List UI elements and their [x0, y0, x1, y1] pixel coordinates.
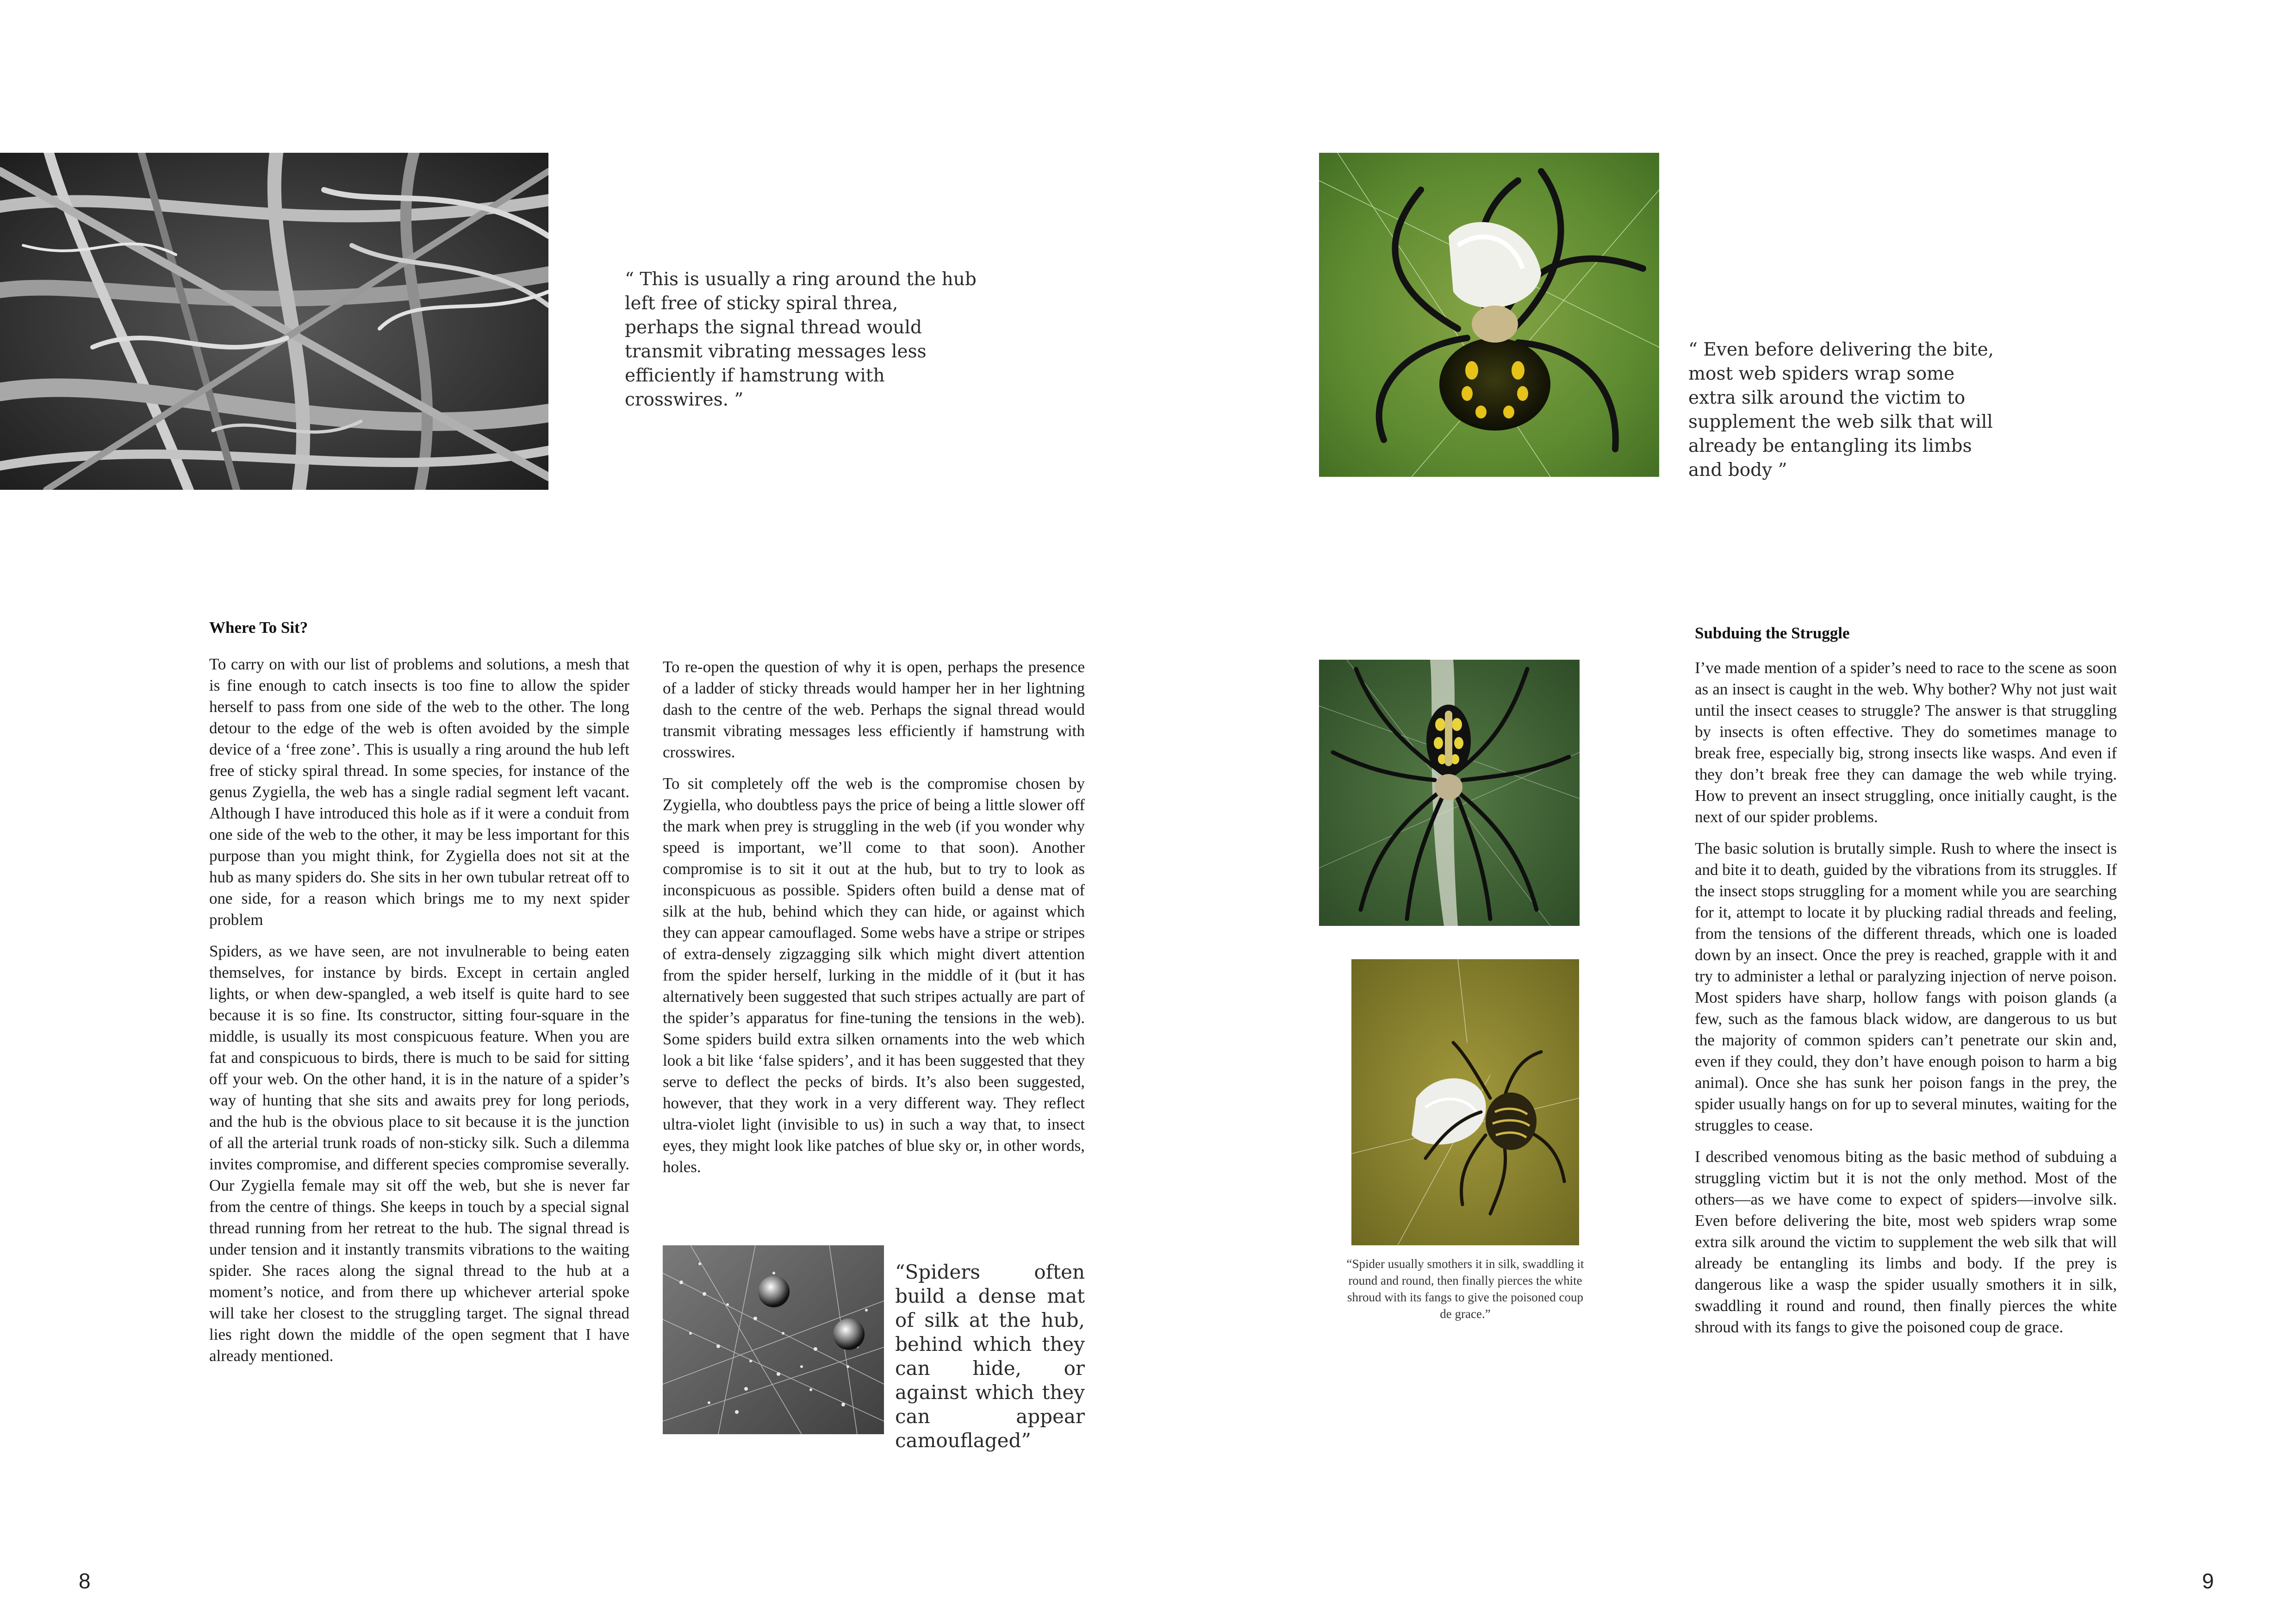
argiope-spider-image	[1319, 660, 1580, 926]
paragraph: To carry on with our list of problems and solutions, a mesh that is fine enough to catch insects is too fine to allow the spider herself to pass from one side of the web to the other. The long detour to the edge of the web is often avoided by the simple device of a ‘free zone’. This is usually a ring around the hub left free of sticky spiral thread. In some species, for instance of the genus Zygiella, the web has a single radial segment left vacant. Although I have introduced this hole as if it were a conduit from one side of the web to the other, it may be less important for this purpose than you might think, for Zygiella does not sit at the hub as many spiders do. She sits in her own tubular retreat off to one side, for a reason which brings me to my next spider problem	[209, 655, 629, 929]
left-column-2	[663, 656, 1085, 1188]
dew-web-image	[663, 1245, 884, 1434]
spider-wrapping-prey-image	[1319, 153, 1659, 477]
silk-micrograph-image	[0, 153, 548, 490]
pull-quote-top-right: “ Even before delivering the bite, most web spiders wrap some extra silk around the victim to supplement the web silk that will already be entangling its limbs and body ”	[1688, 339, 1994, 481]
image-caption: “Spider usually smothers it in silk, swaddling it round and round, then finally pierces the white shroud with its fangs to give the poisoned coup de grace.”	[1346, 1257, 1584, 1321]
pull-quote-top-left: “ This is usually a ring around the hub left free of sticky spiral threa, perhaps the signal thread would transmit vibrating messages less efficiently if hamstrung with crosswires. ”	[625, 269, 977, 410]
paragraph: To re-open the question of why it is open, perhaps the presence of a ladder of sticky threads would hamper her in her lightning dash to the centre of the web. Perhaps the signal thread would transmit vibrating messages less efficiently if hamstrung with crosswires.	[663, 658, 1085, 761]
paragraph: The basic solution is brutally simple. Rush to where the insect is and bite it to death, guided by the vibrations from its struggles. If the insect stops struggling for a moment while you are searching for it, attempt to locate it by plucking radial threads and feeling, from the tensions of the different threads, which one is loaded down by an insect. Once the prey is reached, grapple with it and try to administer a lethal or paralyzing injection of nerve poison. Most spiders have sharp, hollow fangs with poison glands (a few, such as the famous black widow, are dangerous to us but the majority of common spiders can’t penetrate our skin and, even if they could, they don’t have enough poison to harm a big animal). Once she has sunk her poison fangs in the prey, the spider usually hangs on for up to several minutes, waiting for the struggles to cease.	[1695, 839, 2117, 1134]
section-heading-subduing: Subduing the Struggle	[1695, 624, 1850, 642]
paragraph: Spiders, as we have seen, are not invulnerable to being eaten themselves, for instance by birds. Except in certain angled lights, or when dew-spangled, a web itself is quite hard to see because it is so fine. Its constructor, sitting four-square in the middle, is usually its most conspicuous feature. When you are fat and conspicuous to birds, there is much to be said for sitting off your web. On the other hand, it is in the nature of a spider’s way of hunting that she sits and awaits prey for long periods, and the hub is the obvious place to sit because it is the junction of all the arterial trunk roads of non-sticky silk. Such a dilemma invites compromise, and different species compromise severally. Our Zygiella female may sit off the web, but she is never far from the centre of things. She keeps in touch by a special signal thread running from her retreat to the hub. The signal thread is under tension and it instantly transmits vibrations to the waiting spider. She races along the signal thread to the hub at a moment’s notice, and from there up whichever arterial spoke will take her closest to the struggling target. The signal thread lies right down the middle of the open segment that I have already mentioned.	[209, 942, 629, 1365]
paragraph: I described venomous biting as the basic method of subduing a struggling victim but it is not the only method. Most of the others—as we have come to expect of spiders—involve silk. Even before delivering the bite, most web spiders wrap some extra silk around the victim to supplement the web silk that will already be entangling its limbs and body. If the prey is dangerous like a wasp the spider usually smothers it in silk, swaddling it round and round, then finally pierces the white shroud with its fangs to give the poisoned coup de grace.	[1695, 1148, 2117, 1336]
section-heading-where-to-sit: Where To Sit?	[209, 618, 308, 637]
paragraph: To sit completely off the web is the compromise chosen by Zygiella, who doubtless pays the price of being a little slower off the mark when prey is struggling in the web (if you wonder why speed is important, we’ll come to that soon). Another compromise is to sit it out at the hub, but to try to look as inconspicuous as possible. Spiders often build a dense mat of silk at the hub, behind which they can hide, or against which they can appear camouflaged. Some webs have a stripe or stripes of extra-densely zigzagging silk which might divert attention from the spider herself, lurking in the middle of it (but it has alternatively been suggested that such stripes actually are part of the spider’s apparatus for fine-tuning the tensions in the web). Some spiders build extra silken ornaments into the web which look a bit like ‘false spiders’, and it has been suggested that they serve to deflect the pecks of birds. It’s also been suggested, however, that they work in a very different way. They reflect ultra-violet light (invisible to us) in such a way that, to insect eyes, they might look like patches of blue sky or, in other words, holes.	[663, 775, 1085, 1176]
pull-quote-bottom-left: “Spiders often build a dense mat of silk at the hub, behind which they can hide, or against which they can appear camouflaged”	[895, 1261, 1085, 1452]
page-number-left: 8	[79, 1569, 91, 1593]
paragraph: I’ve made mention of a spider’s need to race to the scene as soon as an insect is caught in the web. Why bother? Why not just wait until the insect ceases to struggle? The answer is that struggling by insects is often effective. They do sometimes manage to break free, especially big, strong insects like wasps. And even if they don’t break free they can damage the web while trying. How to prevent an insect struggling, once initially caught, is the next of our spider problems.	[1695, 659, 2117, 826]
spider-shroud-image	[1351, 959, 1579, 1245]
right-column	[1695, 657, 2117, 1348]
left-column-1	[209, 654, 629, 1377]
page-number-right: 9	[2202, 1569, 2214, 1593]
